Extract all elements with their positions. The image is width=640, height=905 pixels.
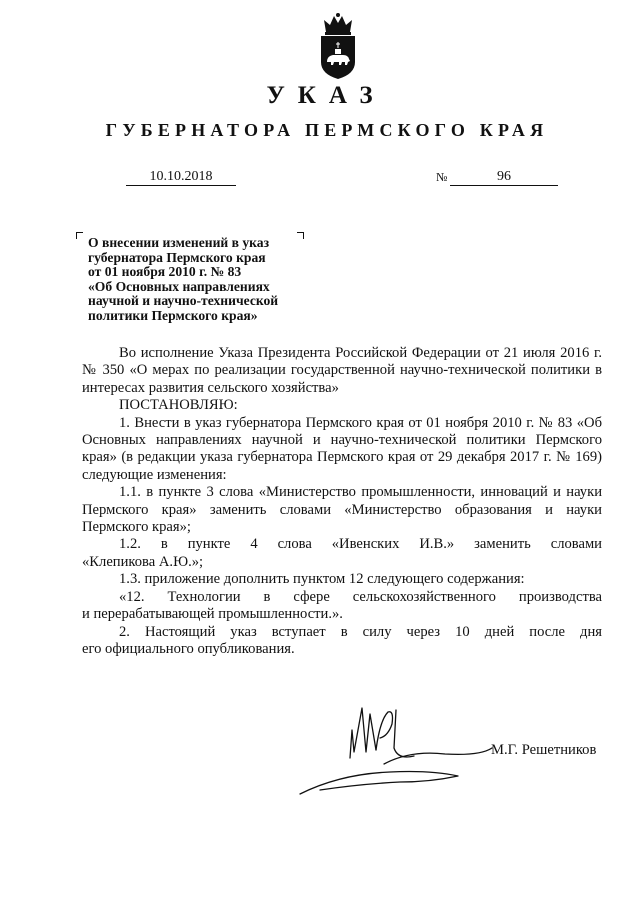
number-sign: №: [436, 170, 448, 184]
subject-line: политики Пермского края»: [88, 307, 258, 323]
item-1-1: 1.1. в пункте 3 слова «Министерство промышленности, инноваций и науки Пермского края» заменить словами «Министерство образования и науки Пермского края»;: [82, 484, 602, 536]
item-1-3: 1.3. приложение дополнить пунктом 12 следующего содержания:: [119, 571, 525, 588]
subject-line: «Об Основных направлениях: [88, 278, 270, 294]
item-12-line: «12. Технологии в сфере сельскохозяйственного производства: [119, 588, 602, 605]
intro-paragraph: Во исполнение Указа Президента Российской Федерации от 21 июля 2016 г. № 350 «О мерах по реализации государственной научно-технической политики в интересах развития сельского хозяйства»: [82, 345, 602, 396]
item-1-2-line: 1.2. в пункте 4 слова «Ивенских И.В.» заменить словами: [119, 536, 602, 553]
document-title: УКАЗ: [266, 82, 386, 109]
subject-line: губернатора Пермского края: [88, 249, 266, 265]
subject-line: О внесении изменений в указ: [88, 235, 270, 250]
decree-date: 10.10.2018: [126, 168, 236, 186]
subject-corner-left: [76, 232, 83, 239]
subject-line: от 01 ноября 2010 г. № 83: [88, 264, 242, 280]
document-subtitle: ГУБЕРНАТОРА ПЕРМСКОГО КРАЯ: [105, 120, 549, 140]
item-1-2-line: «Клепикова А.Ю.»;: [82, 553, 204, 570]
item-12-line: и перерабатывающей промышленности.».: [82, 606, 343, 623]
item-1: 1. Внести в указ губернатора Пермского края от 01 ноября 2010 г. № 83 «Об Основных направлениях научной и научно-технической политики Пермского края» (в редакции указа губернатора Пермского края от 29 декабря 2017 г. № 169) следующие изменения:: [82, 414, 602, 483]
item-2-line: 2. Настоящий указ вступает в силу через 10 дней после дня: [119, 623, 602, 640]
decree-word: ПОСТАНОВЛЯЮ:: [119, 397, 238, 414]
perm-krai-coat-of-arms-icon: [317, 12, 359, 80]
decree-body: [82, 345, 602, 658]
decree-number: 96: [450, 168, 558, 186]
handwritten-signature-icon: [280, 690, 500, 800]
subject-line: научной и научно-технической: [88, 293, 279, 309]
signer-name: М.Г. Решетников: [491, 742, 597, 758]
item-2-line: его официального опубликования.: [82, 640, 295, 657]
decree-subject: [88, 236, 318, 324]
